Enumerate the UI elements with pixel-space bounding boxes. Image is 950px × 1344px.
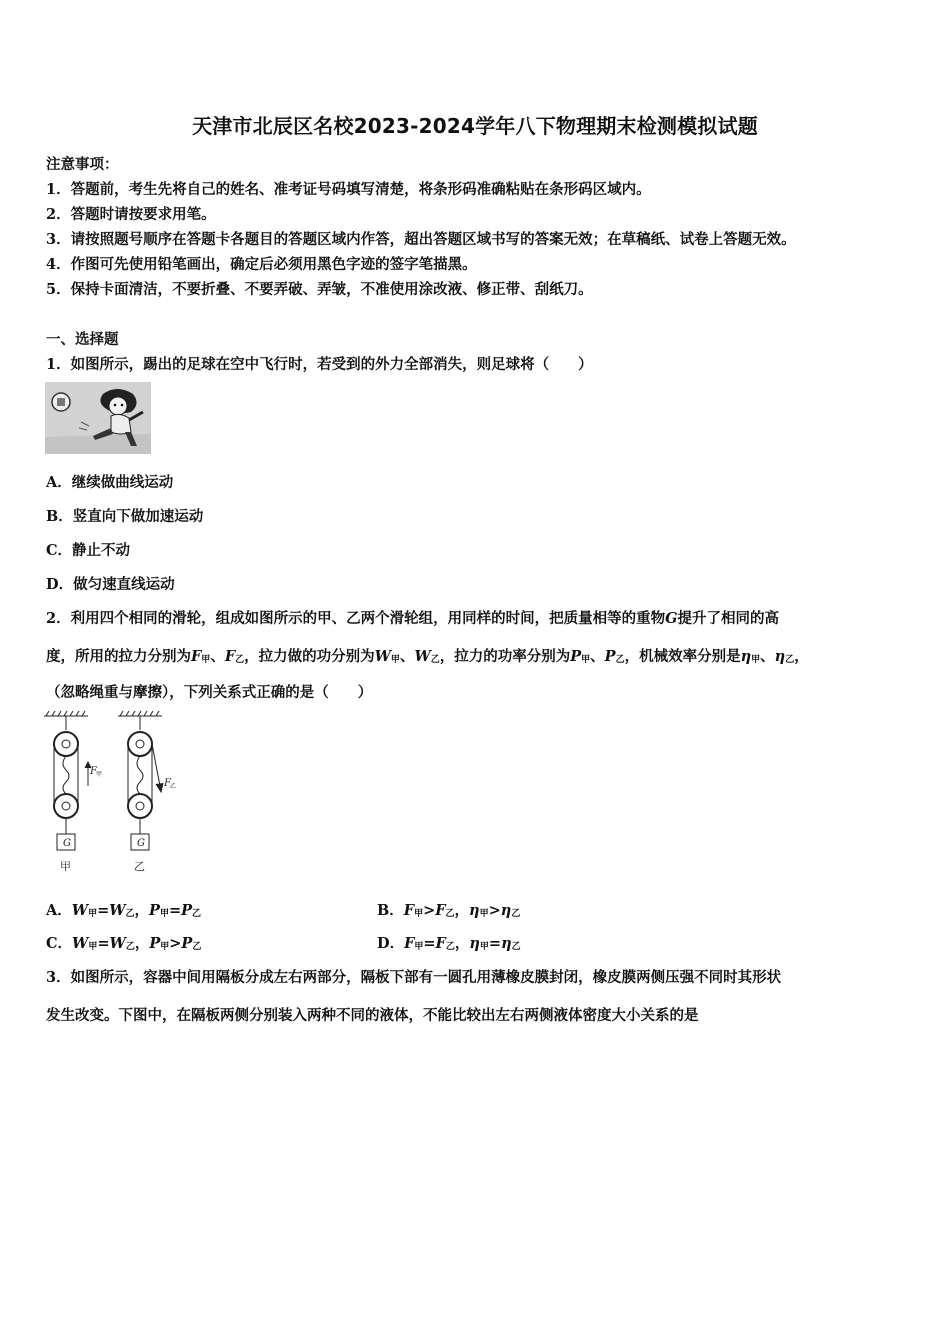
q1-stem: 1．如图所示，踢出的足球在空中飞行时，若受到的外力全部消失，则足球将（ ） [46, 356, 593, 373]
notice-item-3: 3．请按照题号顺序在答题卡各题目的答题区域内作答，超出答题区域书写的答案无效；在草稿纸、试卷上答题无效。 [46, 231, 796, 248]
q2-stem-line2: 度，所用的拉力分别为F甲、F乙，拉力做的功分别为W甲、W乙，拉力的功率分别为P甲、P乙，机械效率分别是η甲、η乙， [46, 648, 809, 665]
q1-option-b: B．竖直向下做加速运动 [46, 508, 204, 525]
weight-label-left: G [63, 838, 71, 849]
weight-label-right: G [137, 838, 145, 849]
notice-item-5: 5．保持卡面清洁，不要折叠、不要弄破、弄皱，不准使用涂改液、修正带、刮纸刀。 [46, 281, 593, 298]
q2-option-d: D．F甲=F乙，η甲=η乙 [377, 935, 521, 952]
q1-option-c: C．静止不动 [46, 542, 131, 559]
q2-option-c: C．W甲=W乙，P甲>P乙 [46, 935, 202, 952]
q2-figure-pulley-systems [40, 706, 190, 876]
q1-option-a: A．继续做曲线运动 [46, 474, 174, 491]
q3-stem-line1: 3．如图所示，容器中间用隔板分成左右两部分，隔板下部有一圆孔用薄橡皮膜封闭，橡皮膜两侧压强不同时其形状 [46, 969, 782, 986]
pulley-label-jia: 甲 [60, 860, 71, 873]
q2-stem-line1: 2．利用四个相同的滑轮，组成如图所示的甲、乙两个滑轮组，用同样的时间，把质量相等的重物G提升了相同的高 [46, 610, 779, 627]
q1-option-d: D．做匀速直线运动 [46, 576, 175, 593]
q3-stem-line2: 发生改变。下图中，在隔板两侧分别装入两种不同的液体，不能比较出左右两侧液体密度大小关系的是 [46, 1007, 699, 1024]
pulley-label-yi: 乙 [134, 860, 145, 873]
soccer-kick-illustration [45, 382, 151, 454]
notice-heading: 注意事项： [46, 156, 119, 173]
notice-item-2: 2．答题时请按要求用笔。 [46, 206, 216, 223]
section-heading: 一、选择题 [46, 331, 119, 348]
exam-title: 天津市北辰区名校2023-2024学年八下物理期末检测模拟试题 [192, 114, 758, 138]
notice-item-4: 4．作图可先使用铅笔画出，确定后必须用黑色字迹的签字笔描黑。 [46, 256, 477, 273]
force-label-yi: F [164, 778, 171, 789]
force-label-jia: F [90, 766, 97, 777]
q2-option-b: B．F甲>F乙，η甲>η乙 [377, 902, 521, 919]
force-sub-jia: 甲 [96, 771, 103, 778]
q1-figure-soccer-kick [45, 382, 151, 454]
q2-stem-line3: （忽略绳重与摩擦），下列关系式正确的是（ ） [46, 684, 373, 701]
q2-option-a: A．W甲=W乙，P甲=P乙 [46, 902, 202, 919]
force-sub-yi: 乙 [170, 783, 177, 790]
notice-item-1: 1．答题前，考生先将自己的姓名、准考证号码填写清楚，将条形码准确粘贴在条形码区域内。 [46, 181, 651, 198]
pulley-diagram [40, 706, 190, 876]
